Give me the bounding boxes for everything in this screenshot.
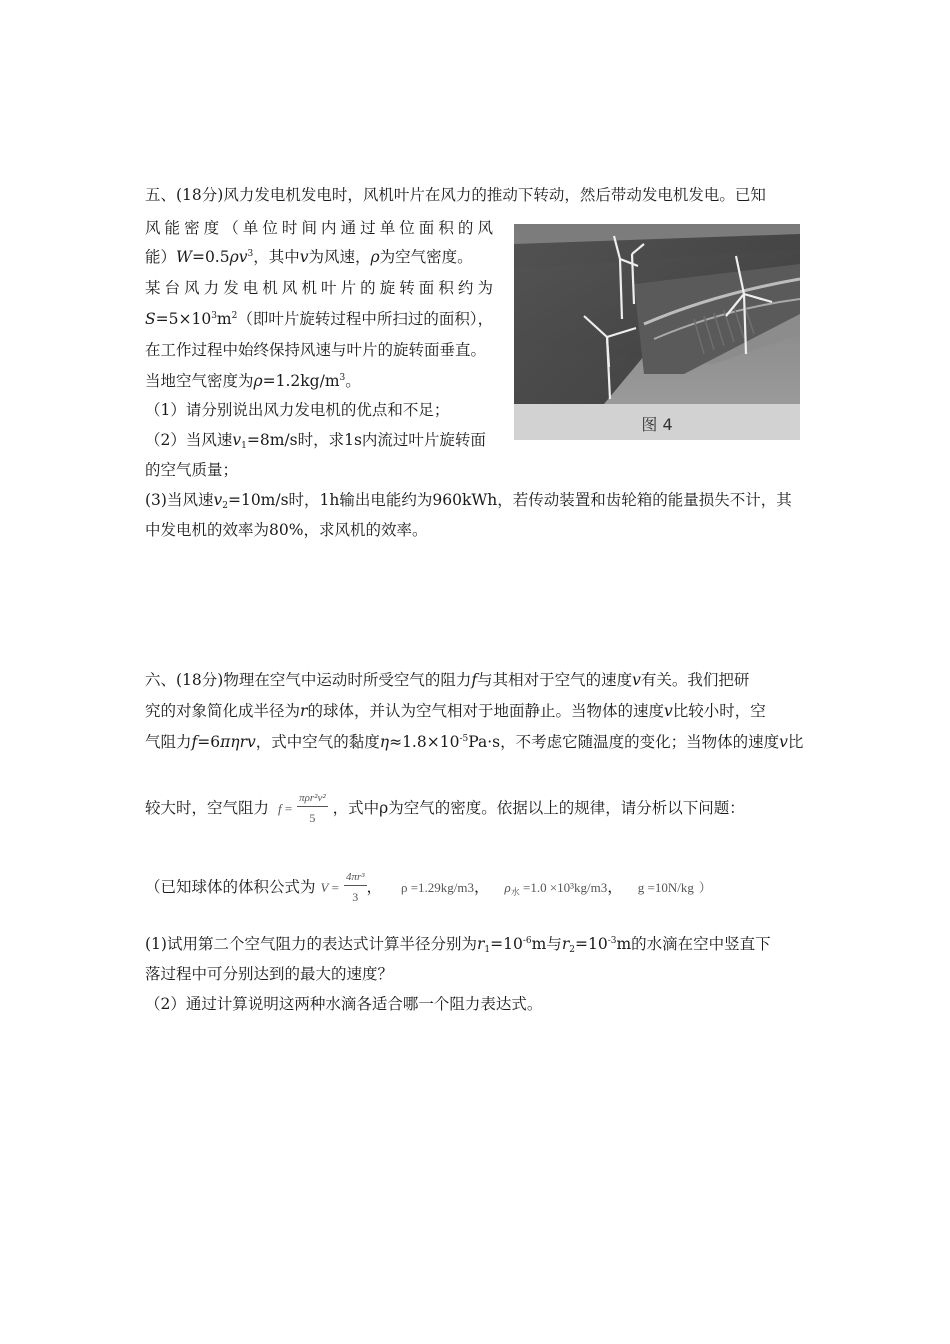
q5-line-4 [145,278,493,298]
q6-text: 六、(18分)物理在空气中运动时所受空气的阻力 [145,671,472,689]
close-paren: ） [698,880,712,895]
q5-line-1 [145,185,766,205]
q5-item-2 [145,430,486,450]
q6-text: ，式中空气的黏度 [255,733,380,751]
comma: ， [366,878,383,896]
q6-text: m的水滴在空中竖直下 [616,935,771,953]
exponent: 2 [231,311,238,321]
value: =1.0 ×10³kg/m3 [519,880,608,895]
var-r: r [476,935,485,953]
exponent: -6 [522,936,532,946]
q6-text: m与 [531,935,562,953]
exponent: -3 [607,936,617,946]
var-rho: ρ [504,880,511,895]
var-v: v [663,702,673,720]
var-v: v [299,248,309,266]
exponent: 3 [247,249,254,259]
var-r: r [561,935,570,953]
q6-line-1 [145,670,749,690]
subscript: 2 [222,501,228,511]
q6-known-values [145,862,712,912]
gravity-value: g =10N/kg [637,880,694,895]
q5-item-3 [145,490,792,510]
subscript: 1 [241,441,247,451]
var-v: v [779,733,788,751]
numerator: πρr²v² [297,790,328,807]
var-W: W [176,248,192,266]
fraction-drag [297,790,328,829]
q6-text: ，式中ρ为空气的密度。依据以上的规律，请分析以下问题： [332,799,745,817]
q5-text: 为空气密度。 [379,248,473,266]
formula-stokes: πηrv [220,733,256,751]
q5-text: 五、(18分)风力发电机发电时，风机叶片在风力的推动下转动，然后带动发电机发电。已知 [145,186,766,204]
q5-text: =8m/s时，求1s内流过叶片旋转面 [246,431,486,449]
q6-text: =6 [197,733,221,751]
q5-text: =10m/s时，1h输出电能约为960kWh，若传动装置和齿轮箱的能量损失不计，其 [227,491,792,509]
exponent: -5 [459,734,469,744]
q5-text: 中发电机的效率为80%，求风机的效率。 [145,521,428,539]
var-f: f [471,671,478,689]
wind-turbine-illustration [514,224,800,440]
q5-text: ，其中 [253,248,300,266]
water-density-value [504,880,607,895]
numerator: 4πr³ [344,869,367,886]
q5-text: =5×10 [155,310,212,328]
q6-text: 落过程中可分别达到的最大的速度？ [145,965,394,983]
q6-text: 比较小时，空 [672,702,766,720]
q5-text: 的空气质量； [145,461,239,479]
q5-text: (3)当风速 [145,491,214,509]
q5-text: 为风速， [308,248,371,266]
denominator: 3 [352,889,359,904]
q5-text: （2）当风速 [145,431,233,449]
var-f: f [191,733,198,751]
subscript: 1 [484,945,491,955]
q5-text: =1.2kg/m [262,372,340,390]
subscript: 水 [510,887,520,897]
q6-line-3 [145,732,803,752]
q5-text: 。 [345,372,361,390]
q6-text: Pa·s，不考虑它随温度的变化；当物体的速度 [468,733,780,751]
q6-text: =10 [574,935,608,953]
var-v: v [632,671,641,689]
q5-item-1 [145,400,449,420]
q5-line-3 [145,247,473,267]
var-v: v [213,491,223,509]
q6-text: =10 [490,935,523,953]
denominator: 5 [309,810,316,825]
var-rho-v: ρv [229,248,248,266]
q6-text: 有关。我们把研 [640,671,750,689]
q6-line-2 [145,701,766,721]
q6-text: 与其相对于空气的速度 [477,671,633,689]
figure-caption: 图 4 [641,415,673,434]
q6-text: （已知球体的体积公式为 [145,878,316,896]
q6-text: (1)试用第二个空气阻力的表达式计算半径分别为 [145,935,477,953]
q6-line-4 [145,783,745,833]
q6-text: 气阻力 [145,733,192,751]
q6-text: （2）通过计算说明这两种水滴各适合哪一个阻力表达式。 [145,995,543,1013]
var-f: f [277,801,282,816]
q5-line-5 [145,309,493,329]
exponent: 3 [339,373,346,383]
q5-item-3-cont [145,520,427,540]
q6-item-2 [145,994,542,1014]
q5-text: （即叶片旋转过程中所扫过的面积）， [237,310,494,328]
wind-turbine-photo [514,224,800,440]
q5-text: （1）请分别说出风力发电机的优点和不足； [145,401,450,419]
air-density-value: ρ =1.29kg/m3 [400,880,475,895]
exponent: 3 [211,311,217,321]
q6-text: 究的对象简化成半径为 [145,702,301,720]
fraction-volume [344,869,367,908]
q5-line-6 [145,340,486,360]
q6-item-1 [145,934,771,954]
q6-text: 的球体，并认为空气相对于地面静止。当物体的速度 [307,702,664,720]
var-S: S [145,310,156,328]
q6-text: ≈1.8×10 [389,733,460,751]
q5-text: 当地空气密度为 [145,372,254,390]
q5-text: 能） [145,248,177,266]
q6-item-1-cont [145,964,393,984]
var-rho: ρ [253,372,263,390]
subscript: 2 [569,945,575,955]
var-r: r [300,702,308,720]
q5-text: 某台风力发电机风机叶片的旋转面积约为 [145,279,493,297]
q5-text: =0.5 [191,248,230,266]
unit: m [216,310,232,328]
q5-item-2-cont [145,460,238,480]
q5-line-7 [145,371,361,391]
var-rho: ρ [370,248,380,266]
var-V: V [320,880,329,895]
var-v: v [232,431,242,449]
comma: ， [474,878,490,896]
q6-text: 较大时，空气阻力 [145,799,270,817]
formula-drag [278,801,292,816]
comma: ， [607,878,623,896]
q6-text: 比 [787,733,804,751]
q5-text: 在工作过程中始终保持风速与叶片的旋转面垂直。 [145,341,487,359]
q5-text: 风能密度（单位时间内通过单位面积的风 [145,219,493,237]
equals: = [331,880,339,895]
formula-volume [320,880,339,895]
q5-line-2 [145,218,493,238]
equals: = [284,801,293,816]
var-eta: η [379,733,390,751]
